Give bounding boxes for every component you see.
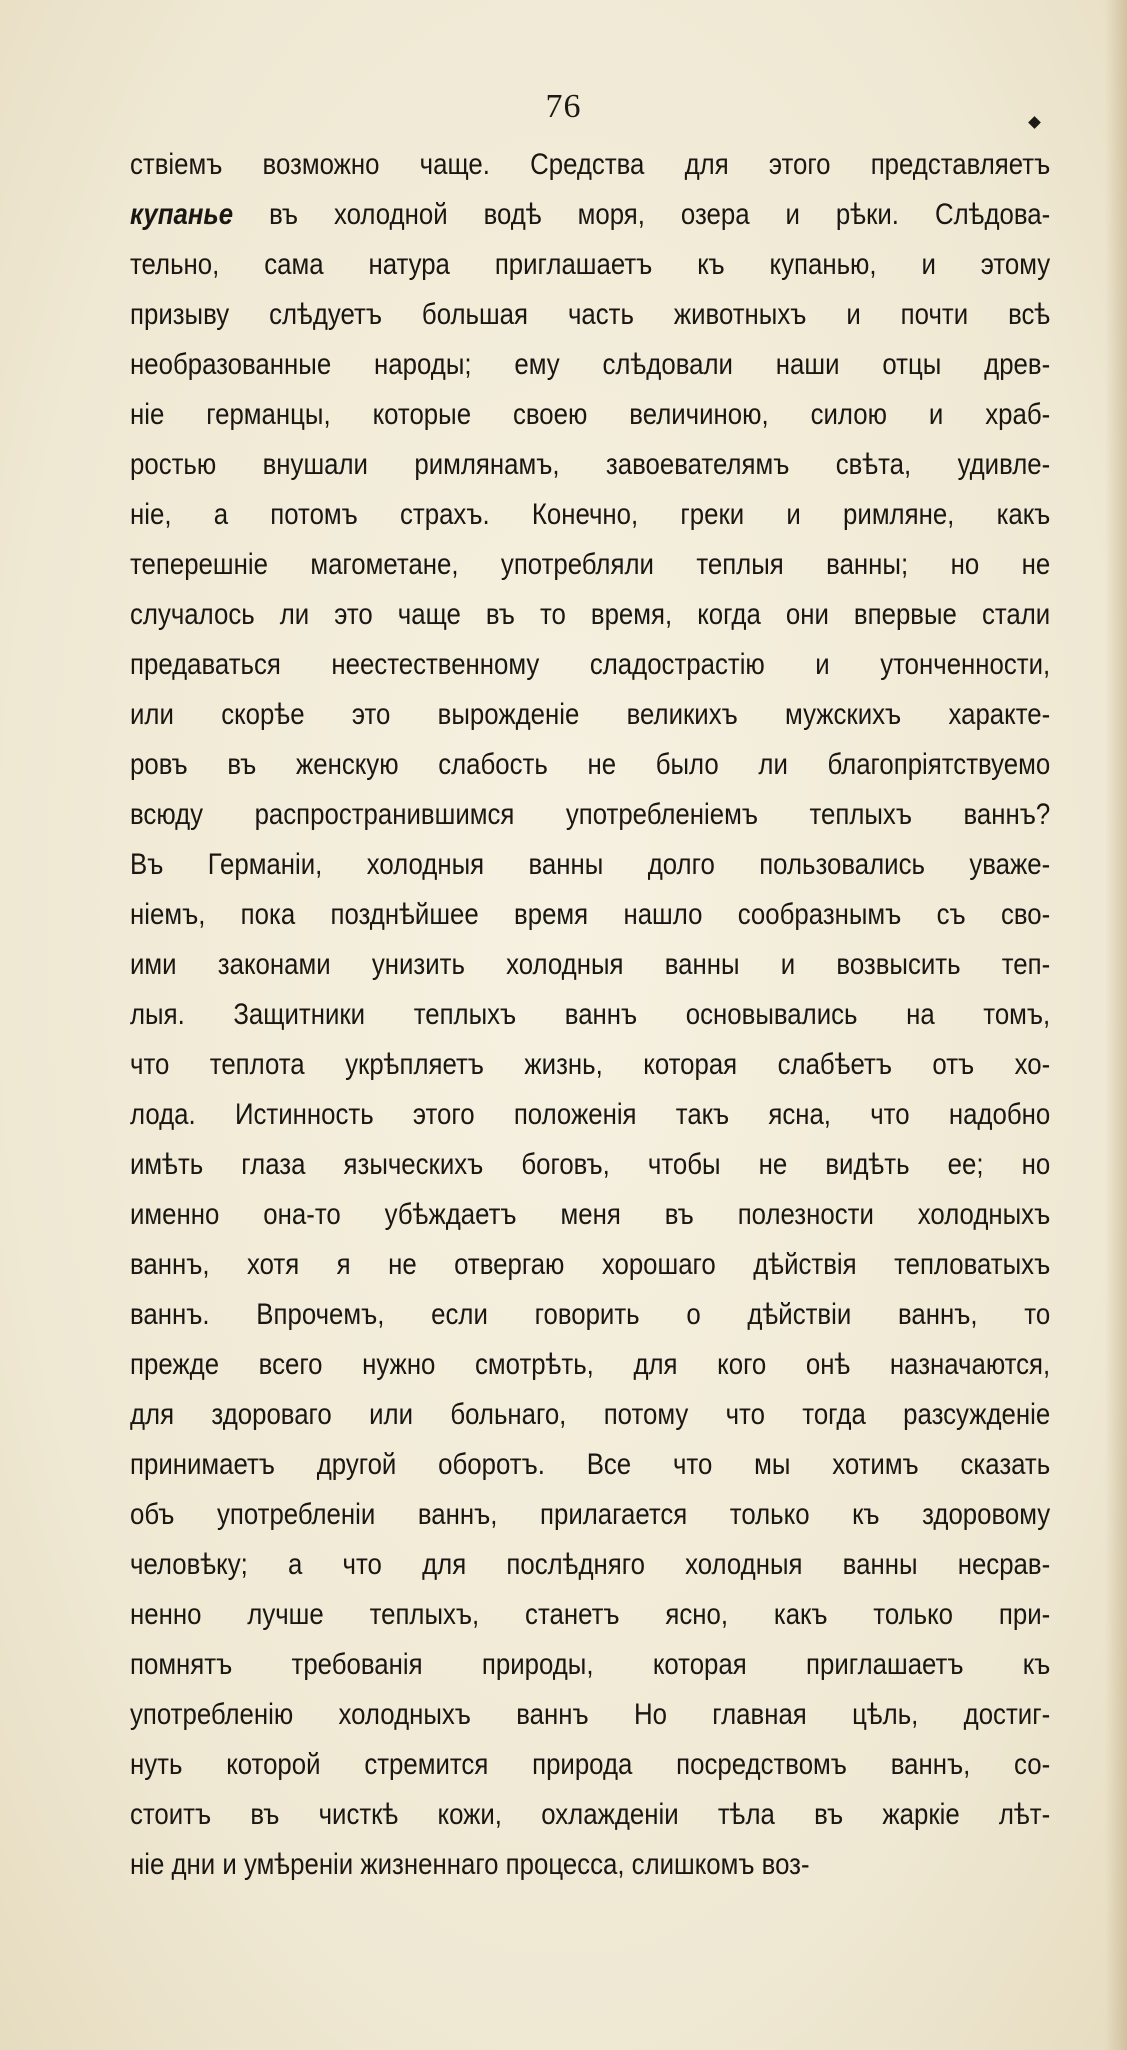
text-line: ніемъ, пока позднѣйшее время нашло сообразнымъ съ сво- bbox=[130, 898, 1051, 931]
text-line: ствіемъ возможно чаще. Средства для этого представляетъ bbox=[130, 148, 1051, 181]
text-line: ніе германцы, которые своею величиною, силою и храб- bbox=[130, 398, 1051, 431]
text-line: принимаетъ другой оборотъ. Все что мы хотимъ сказать bbox=[130, 1448, 1051, 1481]
text-line: ваннъ. Впрочемъ, если говорить о дѣйствіи ваннъ, то bbox=[130, 1298, 1051, 1331]
text-line: ростью внушали римлянамъ, завоевателямъ свѣта, удивле- bbox=[130, 448, 1051, 481]
body-text bbox=[130, 140, 1050, 1890]
text-line: теперешніе магометане, употребляли теплыя ванны; но не bbox=[130, 548, 1051, 581]
text-line: имѣть глаза языческихъ боговъ, чтобы не видѣть ее; но bbox=[130, 1148, 1051, 1181]
emphasized-word: купанье bbox=[130, 198, 234, 231]
text-line: призыву слѣдуетъ большая часть животныхъ и почти всѣ bbox=[130, 298, 1051, 331]
text-line: Въ Германіи, холодныя ванны долго пользовались уваже- bbox=[130, 848, 1051, 881]
text-line: объ употребленіи ваннъ, прилагается только къ здоровому bbox=[130, 1498, 1051, 1531]
page-number: 76 bbox=[545, 88, 582, 125]
text-line: ваннъ, хотя я не отвергаю хорошаго дѣйствія тепловатыхъ bbox=[130, 1248, 1051, 1281]
text-line: предаваться неестественному сладострастію и утонченности, bbox=[130, 648, 1051, 681]
text-line: случалось ли это чаще въ то время, когда они впервые стали bbox=[130, 598, 1051, 631]
text-line: ровъ въ женскую слабость не было ли благопріятствуемо bbox=[130, 748, 1051, 781]
page-edge-shadow bbox=[1105, 0, 1127, 2050]
text-line-last: ніе дни и умѣреніи жизненнаго процесса, слишкомъ воз- bbox=[130, 1848, 810, 1881]
text-line: что теплота укрѣпляетъ жизнь, которая слабѣетъ отъ хо- bbox=[130, 1048, 1051, 1081]
text-line: лыя. Защитники теплыхъ ваннъ основывались на томъ, bbox=[130, 998, 1051, 1031]
text-line: человѣку; а что для послѣдняго холодныя ванны несрав- bbox=[130, 1548, 1051, 1581]
text-line: употребленію холодныхъ ваннъ Но главная цѣль, достиг- bbox=[130, 1698, 1051, 1731]
text-line: прежде всего нужно смотрѣть, для кого онѣ назначаются, bbox=[130, 1348, 1051, 1381]
text-line: стоитъ въ чисткѣ кожи, охлажденіи тѣла въ жаркіе лѣт- bbox=[130, 1798, 1051, 1831]
text-line: нуть которой стремится природа посредствомъ ваннъ, со- bbox=[130, 1748, 1051, 1781]
text-line: для здороваго или больнаго, потому что тогда разсужденіе bbox=[130, 1398, 1051, 1431]
text-line: или скорѣе это вырожденіе великихъ мужскихъ характе- bbox=[130, 698, 1051, 731]
text-line-rest: въ холодной водѣ моря, озера и рѣки. Слѣдова- bbox=[233, 198, 1051, 231]
text-line: ими законами унизить холодныя ванны и возвысить теп- bbox=[130, 948, 1051, 981]
text-line: помнятъ требованія природы, которая приглашаетъ къ bbox=[130, 1648, 1051, 1681]
text-line: необразованные народы; ему слѣдовали наши отцы древ- bbox=[130, 348, 1051, 381]
text-line: ненно лучше теплыхъ, станетъ ясно, какъ только при- bbox=[130, 1598, 1051, 1631]
text-line: именно она-то убѣждаетъ меня въ полезности холодныхъ bbox=[130, 1198, 1051, 1231]
text-line-with-emphasis bbox=[130, 190, 1050, 240]
text-line: лода. Истинность этого положенія такъ ясна, что надобно bbox=[130, 1098, 1051, 1131]
text-line: ніе, а потомъ страхъ. Конечно, греки и римляне, какъ bbox=[130, 498, 1051, 531]
text-line: тельно, сама натура приглашаетъ къ купанью, и этому bbox=[130, 248, 1051, 281]
text-line: всюду распространившимся употребленіемъ теплыхъ ваннъ? bbox=[130, 798, 1051, 831]
